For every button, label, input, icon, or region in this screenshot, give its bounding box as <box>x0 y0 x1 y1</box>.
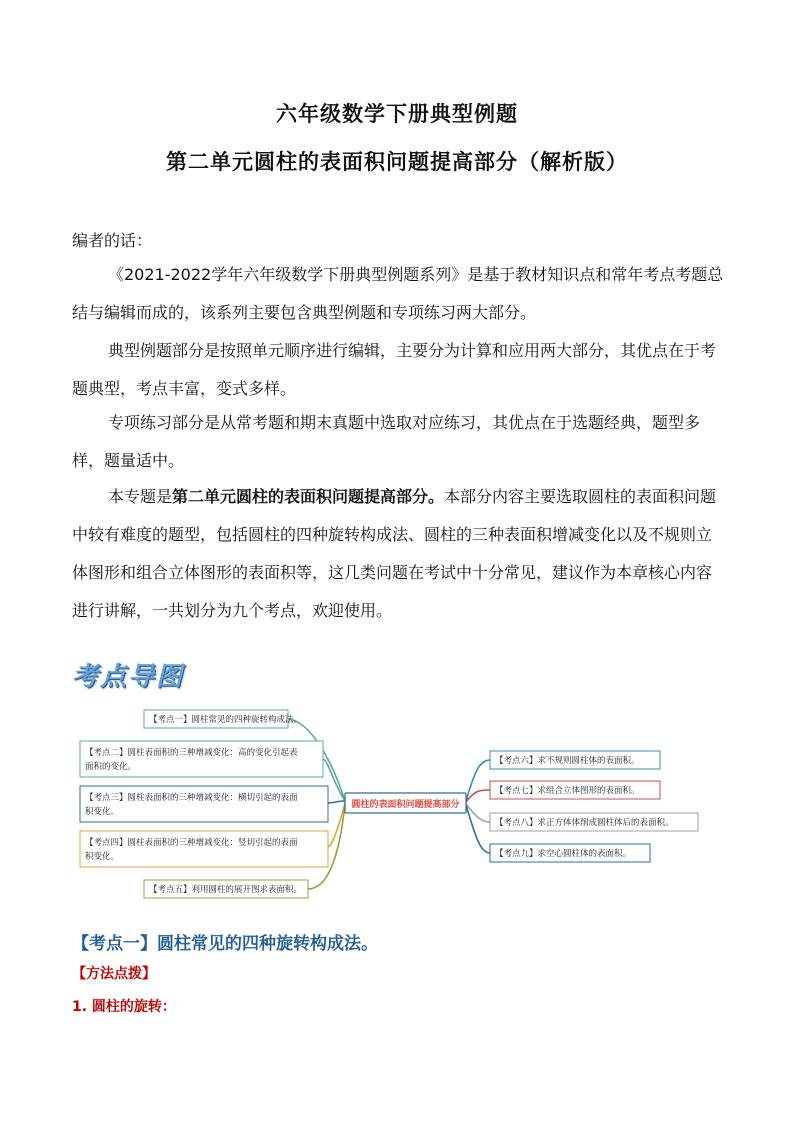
section-heading: 【考点一】圆柱常见的四种旋转构成法。 <box>72 934 378 954</box>
mindmap-center-node <box>345 793 466 813</box>
mindmap-node-8 <box>490 813 698 831</box>
intro-paragraph-1: 《2021-2022学年六年级数学下册典型例题系列》是基于教材知识点和常年考点考题总结与编辑而成的，该系列主要包含典型例题和专项练习两大部分。 <box>72 265 724 322</box>
document-title: 六年级数学下册典型例题 <box>276 102 518 126</box>
mind-map <box>70 700 710 905</box>
editor-greeting: 编者的话： <box>72 231 153 250</box>
mindmap-heading: 考点导图 <box>72 662 185 692</box>
method-label: 【方法点拨】 <box>72 966 156 982</box>
topic-highlight: 第二单元圆柱的表面积问题提高部分。 <box>172 487 445 506</box>
mindmap-node-6 <box>490 751 660 769</box>
mindmap-node-2 <box>80 741 323 777</box>
svg-text:【考点二】圆柱表面积的三种增减变化：高的变化引起表: 【考点二】圆柱表面积的三种增减变化：高的变化引起表 <box>85 748 298 758</box>
intro-paragraph-3: 专项练习部分是从常考题和期末真题中选取对应练习，其优点在于选题经典，题型多样，题量适中。 <box>72 413 701 470</box>
connector-left-3 <box>328 801 345 803</box>
svg-text:【考点六】求不规则圆柱体的表面积。: 【考点六】求不规则圆柱体的表面积。 <box>495 756 640 766</box>
svg-text:【考点九】求空心圆柱体的表面积。: 【考点九】求空心圆柱体的表面积。 <box>495 849 632 859</box>
intro-paragraph-4: 本专题是第二单元圆柱的表面积问题提高部分。本部分内容主要选取圆柱的表面积问题中较有难度的题型，包括圆柱的四种旋转构成法、圆柱的三种表面积增减变化以及不规则立体图形和组合立体图形的表面积等，这几类问题在考试中十分常见，建议作为本章核心内容进行讲解，一共划分为九个考点，欢迎使用。 <box>72 487 717 620</box>
mindmap-node-7 <box>490 781 660 799</box>
svg-text:【考点三】圆柱表面积的三种增减变化：横切引起的表面: 【考点三】圆柱表面积的三种增减变化：横切引起的表面 <box>85 793 298 803</box>
connector-right-9 <box>466 805 490 853</box>
svg-text:积变化。: 积变化。 <box>85 807 120 817</box>
svg-text:面积的变化。: 面积的变化。 <box>85 762 137 772</box>
svg-text:【考点五】利用圆柱的展开图求表面积。: 【考点五】利用圆柱的展开图求表面积。 <box>149 885 303 895</box>
svg-text:【考点四】圆柱表面积的三种增减变化：竖切引起的表面: 【考点四】圆柱表面积的三种增减变化：竖切引起的表面 <box>85 838 298 848</box>
intro-paragraph-2: 典型例题部分是按照单元顺序进行编辑，主要分为计算和应用两大部分，其优点在于考题典型，考点丰富，变式多样。 <box>72 341 717 398</box>
mindmap-node-9 <box>490 844 650 862</box>
mindmap-node-5 <box>144 880 308 898</box>
svg-text:【考点一】圆柱常见的四种旋转构成法。: 【考点一】圆柱常见的四种旋转构成法。 <box>149 715 303 725</box>
subheading: 1. 圆柱的旋转： <box>72 999 176 1015</box>
connector-right-6 <box>466 760 490 801</box>
mindmap-node-3 <box>80 786 328 822</box>
svg-text:【考点八】求正方体体削成圆柱体后的表面积。: 【考点八】求正方体体削成圆柱体后的表面积。 <box>495 818 674 828</box>
mindmap-node-4 <box>80 831 328 867</box>
svg-text:圆柱的表面积问题提高部分: 圆柱的表面积问题提高部分 <box>351 800 460 810</box>
svg-text:积变化。: 积变化。 <box>85 852 120 862</box>
svg-text:【考点七】求组合立体图形的表面积。: 【考点七】求组合立体图形的表面积。 <box>495 786 640 796</box>
document-subtitle: 第二单元圆柱的表面积问题提高部分（解析版） <box>166 150 628 174</box>
mindmap-node-1 <box>144 710 302 728</box>
